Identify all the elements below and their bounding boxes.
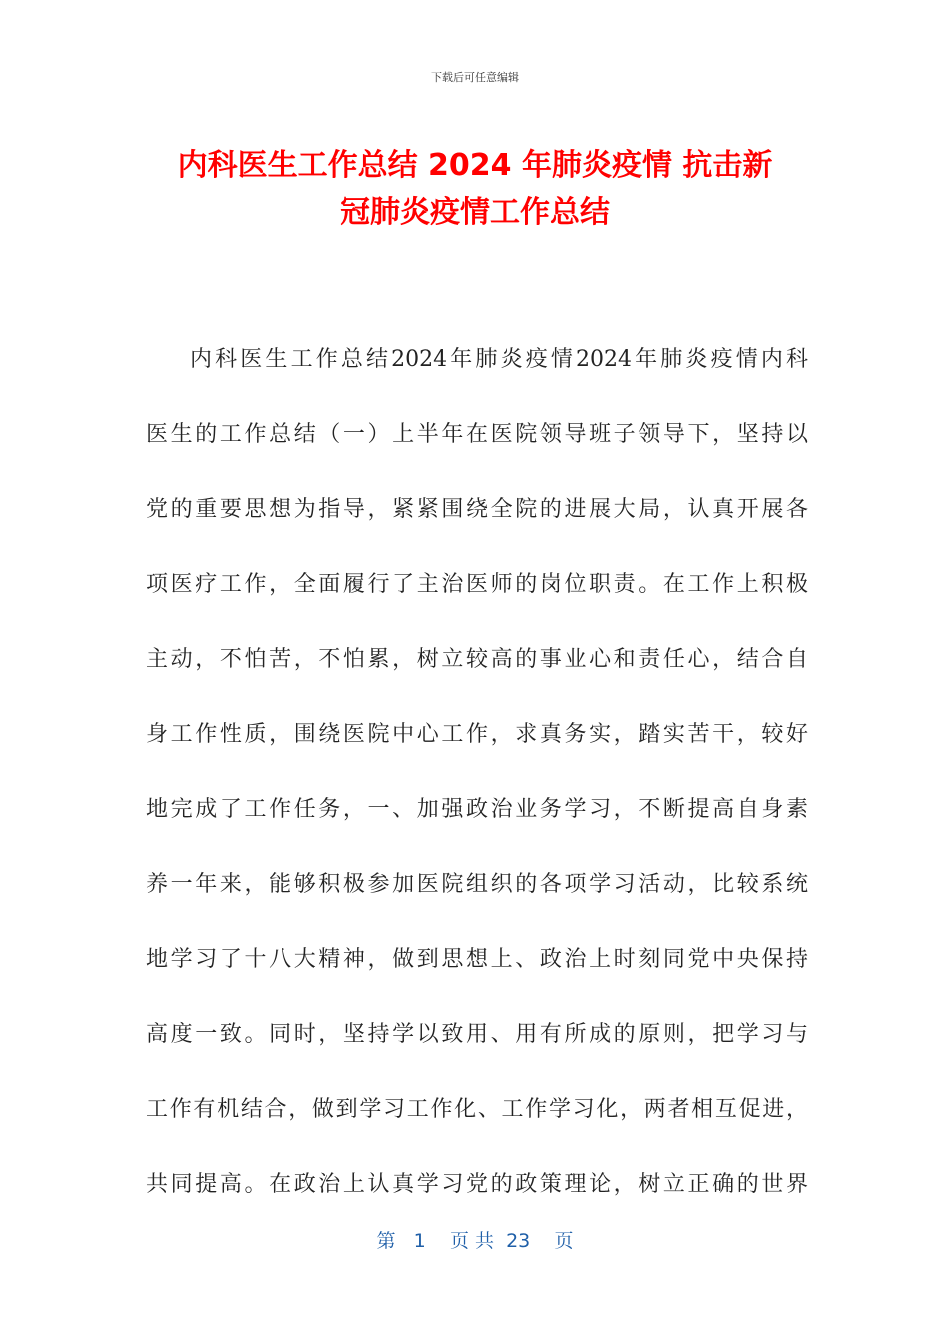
body-line: 主动，不怕苦，不怕累，树立较高的事业心和责任心，结合自 <box>146 647 808 672</box>
title-line: 内科医生工作总结 2024 年肺炎疫情 抗击新 <box>177 148 773 183</box>
page-footer <box>0 1226 950 1253</box>
body-line: 医生的工作总结（一）上半年在医院领导班子领导下，坚持以 <box>146 422 808 447</box>
footer-suffix: 页 <box>554 1230 574 1252</box>
footer-middle: 页 共 <box>449 1230 494 1252</box>
body-line: 内科医生工作总结2024年肺炎疫情2024年肺炎疫情内科 <box>190 347 808 372</box>
body-line: 养一年来，能够积极参加医院组织的各项学习活动，比较系统 <box>146 872 808 897</box>
footer-prefix: 第 <box>376 1230 396 1252</box>
document-title <box>110 142 840 236</box>
total-pages-number: 23 <box>506 1230 531 1252</box>
body-paragraph <box>146 322 808 1222</box>
current-page-number: 1 <box>413 1230 426 1252</box>
body-line: 地学习了十八大精神，做到思想上、政治上时刻同党中央保持 <box>146 947 808 972</box>
body-line: 高度一致。同时，坚持学以致用、用有所成的原则，把学习与 <box>146 1022 808 1047</box>
body-line: 共同提高。在政治上认真学习党的政策理论，树立正确的世界 <box>146 1172 808 1197</box>
body-line: 工作有机结合，做到学习工作化、工作学习化，两者相互促进， <box>146 1097 808 1122</box>
body-line: 身工作性质，围绕医院中心工作，求真务实，踏实苦干，较好 <box>146 722 808 747</box>
title-line: 冠肺炎疫情工作总结 <box>340 195 610 230</box>
header-note: 下载后可任意编辑 <box>431 71 519 84</box>
body-line: 项医疗工作，全面履行了主治医师的岗位职责。在工作上积极 <box>146 572 808 597</box>
body-line: 地完成了工作任务，一、加强政治业务学习，不断提高自身素 <box>146 797 808 822</box>
body-line: 党的重要思想为指导，紧紧围绕全院的进展大局，认真开展各 <box>146 497 808 522</box>
